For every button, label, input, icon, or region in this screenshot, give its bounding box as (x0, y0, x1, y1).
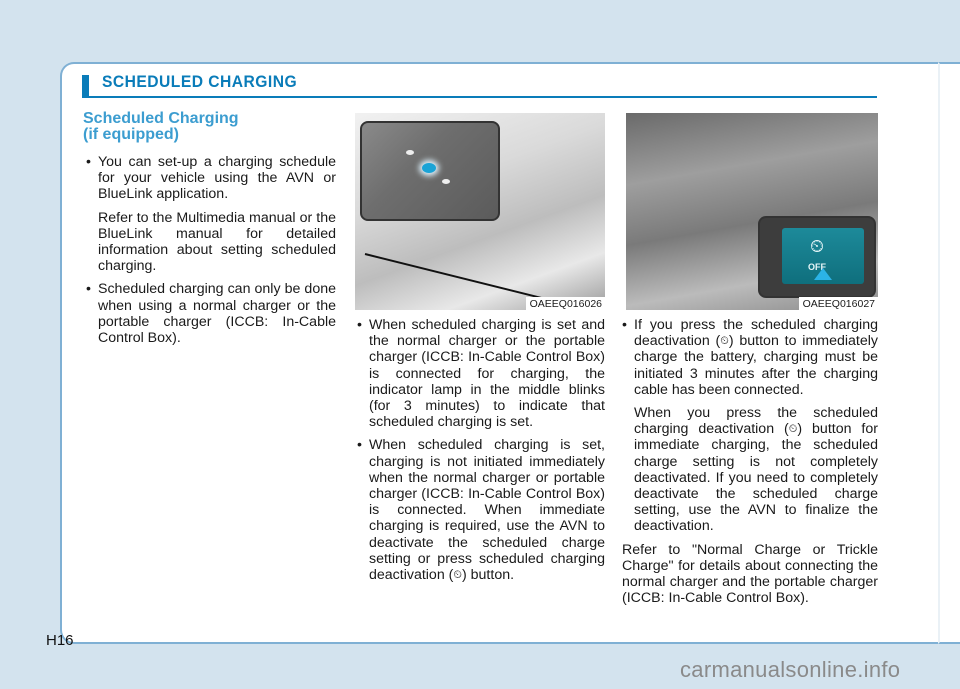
indicator-lamp-right (442, 179, 450, 184)
hood-edge-line (365, 253, 550, 301)
deactivation-icon: ⏲ (720, 335, 729, 348)
figure-code: OAEEQ016027 (799, 297, 878, 310)
right-gutter (938, 62, 960, 644)
bullet-schedule-setup: • You can set-up a charging schedule for your vehicle using the AVN or BlueLink application. (86, 154, 336, 203)
page-number: H16 (46, 632, 74, 649)
section-title: SCHEDULED CHARGING (102, 72, 298, 91)
bullet-indicator-blinks: • When scheduled charging is set and the normal charger or the portable charger (ICCB: In-Cable Control Box) is connected for charging, the indicator lamp in the middle blinks (for 3 minutes) to indicate that scheduled charging is set. (357, 317, 605, 430)
watermark: carmanualsonline.info (680, 657, 901, 682)
clock-plug-icon: ⏲ (810, 236, 825, 256)
bullet-not-immediate: • When scheduled charging is set, charging is not initiated immediately when the normal charger or portable charger (ICCB: In-Cable Control Box) is connected. When immediate charging is required, use the AVN to deactivate the scheduled charge setting or press scheduled charging deactivation (⏲) button. (357, 437, 605, 583)
figure-hood-indicator (355, 113, 605, 310)
subsection-title-line2: (if equipped) (83, 126, 179, 143)
figure-code: OAEEQ016026 (526, 297, 605, 310)
middle-column (357, 317, 605, 590)
indicator-lamp-blinking-icon (422, 163, 436, 173)
paragraph-refer-normal-charge: Refer to "Normal Charge or Trickle Charge" for details about connecting the normal charger and the portable charger (ICCB: In-Cable Control Box). (622, 541, 878, 607)
subsection-title-line1: Scheduled Charging (83, 110, 239, 127)
section-header (82, 72, 877, 98)
indicator-lamp-left (406, 150, 414, 155)
right-column (622, 317, 878, 613)
off-label: OFF (808, 262, 826, 272)
inset-button-closeup (758, 216, 876, 298)
figure-deactivation-button (626, 113, 878, 310)
deactivation-icon: ⏲ (788, 423, 798, 436)
subsection-title (83, 111, 239, 143)
note-not-fully-deactivated: When you press the scheduled charging deactivation (⏲) button for immediate charging, the scheduled charge setting is not completely deactivated. If you need to completely deactivate the scheduled charge setting, use the AVN to finalize the deactivation. (634, 405, 878, 535)
bullet-charger-requirement: • Scheduled charging can only be done when using a normal charger or the portable charger (ICCB: In-Cable Control Box). (86, 281, 336, 346)
arrow-up-icon (814, 268, 832, 280)
left-column (86, 154, 336, 353)
section-header-bar (82, 75, 89, 96)
bullet-press-deactivation: • If you press the scheduled charging deactivation (⏲) button to immediately charge the battery, charging must be initiated 3 minutes after the charging cable has been connected. (622, 317, 878, 398)
deactivation-icon: ⏲ (453, 569, 462, 582)
inset-indicator-closeup (360, 121, 500, 221)
note-refer-manual: Refer to the Multimedia manual or the BlueLink manual for detailed information about setting scheduled charging. (98, 209, 336, 275)
